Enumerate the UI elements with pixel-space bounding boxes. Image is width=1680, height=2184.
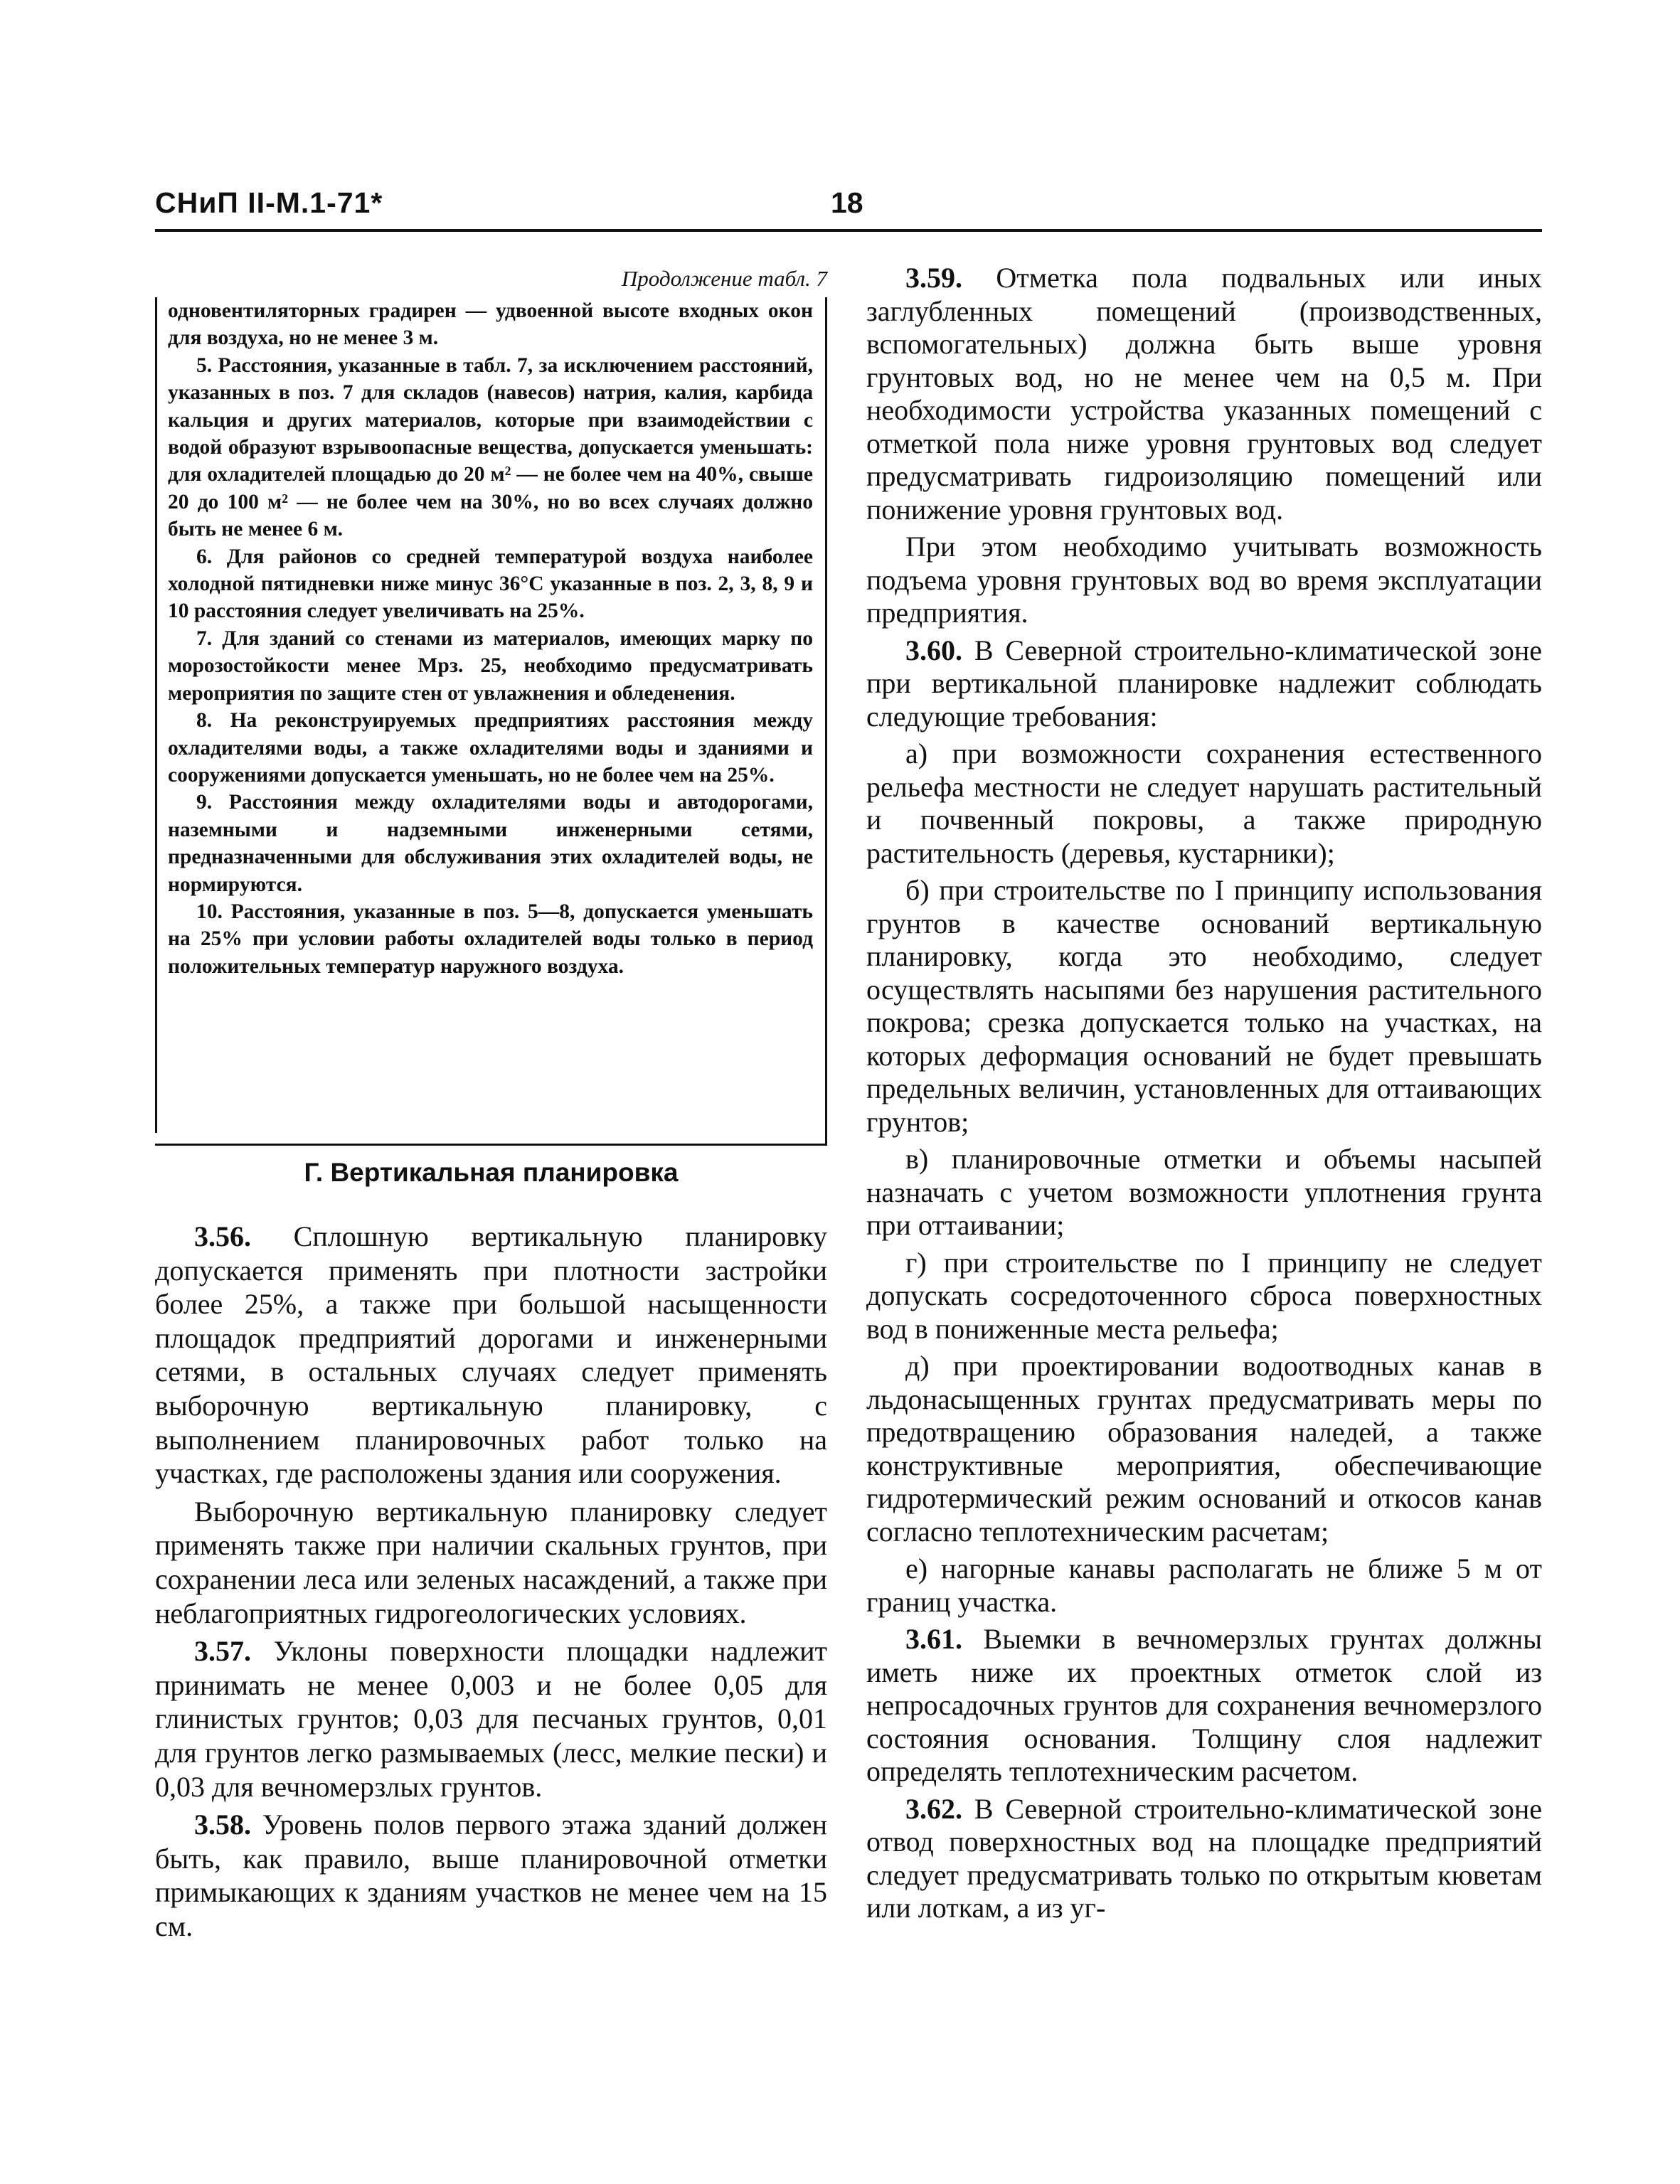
paragraph-text: Выборочную вертикальную планировку следует применять также при наличии скальных грунтов, при сохранении леса или зеленых насаждений, а также при неблагоприятных гидрогеологических условиях.	[155, 1495, 827, 1629]
notes-border-right	[825, 297, 827, 1144]
paragraph-text: Уровень полов первого этажа зданий должен быть, как правило, выше планировочной отметки примыкающих к зданиям участков не менее чем на 15 см.	[155, 1809, 827, 1942]
paragraph-text: г) при строительстве по I принципу не следует допускать сосредоточенного сброса поверхностных вод в пониженные места рельефа;	[866, 1246, 1542, 1345]
paragraph	[866, 1143, 1542, 1242]
paragraph-text: Уклоны поверхности площадки надлежит принимать не менее 0,003 и не более 0,05 для глинистых грунтов; 0,03 для песчаных грунтов, 0,01 для грунтов легко размываемых (лесс, мелкие пески) и 0,03 для вечномерзлых грунтов.	[155, 1635, 827, 1803]
paragraph	[866, 1350, 1542, 1548]
paragraph-text: В Северной строительно-климатической зоне отвод поверхностных вод на площадке предприятий следует предусматривать только по открытым кюветам или лоткам, а из уг-	[866, 1792, 1543, 1924]
paragraph-number: 3.59.	[905, 262, 962, 294]
paragraph	[866, 1793, 1542, 1925]
paragraph	[866, 262, 1542, 526]
table-note: 9. Расстояния между охладителями воды и автодорогами, наземными и надземными инженерными сетями, предназначенными для обслуживания этих охладителей воды, не нормируются.	[168, 791, 813, 896]
paragraph-number: 3.61.	[905, 1623, 962, 1655]
header-rule	[155, 229, 1542, 232]
table-note: одновентиляторных градирен — удвоенной высоте входных окон для воздуха, но не менее 3 м.	[168, 299, 813, 350]
paragraph	[866, 531, 1542, 630]
paragraph-text: Отметка пола подвальных или иных заглубленных помещений (производственных, вспомогательных) должна быть выше уровня грунтовых вод, но не менее чем на 0,5 м. При необходимости устройства указанных помещений с отметкой пола ниже уровня грунтовых вод следует предусматривать гидроизоляцию помещений или понижение уровня грунтовых вод.	[866, 262, 1543, 526]
paragraph	[155, 1808, 827, 1943]
table-notes	[168, 297, 813, 980]
paragraph	[866, 634, 1542, 734]
paragraph	[155, 1220, 827, 1491]
table-note: 8. На реконструируемых предприятиях расстояния между охладителями воды, а также охладителями воды и зданиями и сооружениями допускается уменьшать, но не более чем на 25%.	[168, 709, 813, 787]
paragraph-text: в) планировочные отметки и объемы насыпей назначать с учетом возможности уплотнения грунта при оттаивании;	[866, 1143, 1542, 1241]
paragraph	[866, 1552, 1542, 1619]
paragraph	[866, 1247, 1542, 1346]
paragraph-text: При этом необходимо учитывать возможность подъема уровня грунтовых вод во время эксплуатации предприятия.	[866, 531, 1542, 629]
paragraph-number: 3.60.	[905, 634, 962, 666]
table-note: 6. Для районов со средней температурой воздуха наиболее холодной пятидневки ниже минус 36°С указанные в поз. 2, 3, 8, 9 и 10 расстояния следует увеличивать на 25%.	[168, 545, 813, 623]
paragraph-number: 3.56.	[194, 1220, 251, 1252]
right-body-text	[866, 262, 1542, 1929]
paragraph	[866, 874, 1542, 1139]
page-header	[155, 186, 1542, 229]
document-code: СНиП II-М.1-71*	[155, 186, 383, 219]
paragraph	[866, 737, 1542, 870]
table-note: 5. Расстояния, указанные в табл. 7, за исключением расстояний, указанных в поз. 7 для складов (навесов) натрия, калия, карбида кальция и других материалов, которые при взаимодействии с водой образуют взрывоопасные вещества, допускается уменьшать: для охладителей площадью до 20 м² — не более чем на 40%, свыше 20 до 100 м² — не более чем на 30%, но во всех случаях должно быть не менее 6 м.	[168, 353, 813, 541]
page-number: 18	[831, 186, 863, 219]
paragraph-text: Выемки в вечномерзлых грунтах должны иметь ниже их проектных отметок слой из непросадочных грунтов для сохранения вечномерзлого состояния основания. Толщину слоя надлежит определять теплотехническим расчетом.	[866, 1623, 1542, 1787]
paragraph-text: е) нагорные канавы располагать не ближе 5 м от границ участка.	[866, 1552, 1542, 1618]
left-body-text	[155, 1220, 827, 1947]
paragraph	[866, 1623, 1542, 1789]
notes-border-left	[155, 297, 157, 1133]
paragraph-number: 3.62.	[905, 1792, 962, 1825]
paragraph-number: 3.57.	[194, 1635, 251, 1668]
paragraph-text: д) при проектировании водоотводных канав в льдонасыщенных грунтах предусматривать меры по предотвращению образования наледей, а также конструктивные мероприятия, обеспечивающие гидротермический режим оснований и откосов канав согласно теплотехническим расчетам;	[866, 1350, 1542, 1548]
paragraph	[155, 1495, 827, 1630]
notes-border-bottom	[155, 1144, 827, 1146]
paragraph-text: а) при возможности сохранения естественного рельефа местности не следует нарушать растительный и почвенный покровы, а также природную растительность (деревья, кустарники);	[866, 737, 1542, 869]
table-notes-box	[155, 297, 827, 1129]
table-note: 7. Для зданий со стенами из материалов, имеющих марку по морозостойкости менее Мрз. 25, необходимо предусматривать мероприятия по защите стен от увлажнения и обледенения.	[168, 627, 813, 705]
table-note: 10. Расстояния, указанные в поз. 5—8, допускается уменьшать на 25% при условии работы охладителей воды только в период положительных температур наружного воздуха.	[168, 900, 813, 978]
left-column	[155, 263, 827, 1129]
section-heading: Г. Вертикальная планировка	[304, 1158, 679, 1187]
paragraph-text: В Северной строительно-климатической зоне при вертикальной планировке надлежит соблюдать следующие требования:	[866, 634, 1543, 733]
paragraph-text: б) при строительстве по I принципу использования грунтов в качестве оснований вертикальную планировку, когда это необходимо, следует осуществлять насыпями без нарушения растительного покрова; срезка допускается только на участках, на которых деформация оснований не будет превышать предельных величин, установленных для оттаивающих грунтов;	[866, 874, 1542, 1138]
paragraph-number: 3.58.	[194, 1809, 251, 1841]
table-continuation-label: Продолжение табл. 7	[621, 266, 827, 291]
paragraph-text: Сплошную вертикальную планировку допускается применять при плотности застройки более 25%, а также при большой насыщенности площадок предприятий дорогами и инженерными сетями, в остальных случаях следует применять выборочную вертикальную планировку, с выполнением планировочных работ только на участках, где расположены здания или сооружения.	[155, 1220, 828, 1490]
paragraph	[155, 1634, 827, 1804]
